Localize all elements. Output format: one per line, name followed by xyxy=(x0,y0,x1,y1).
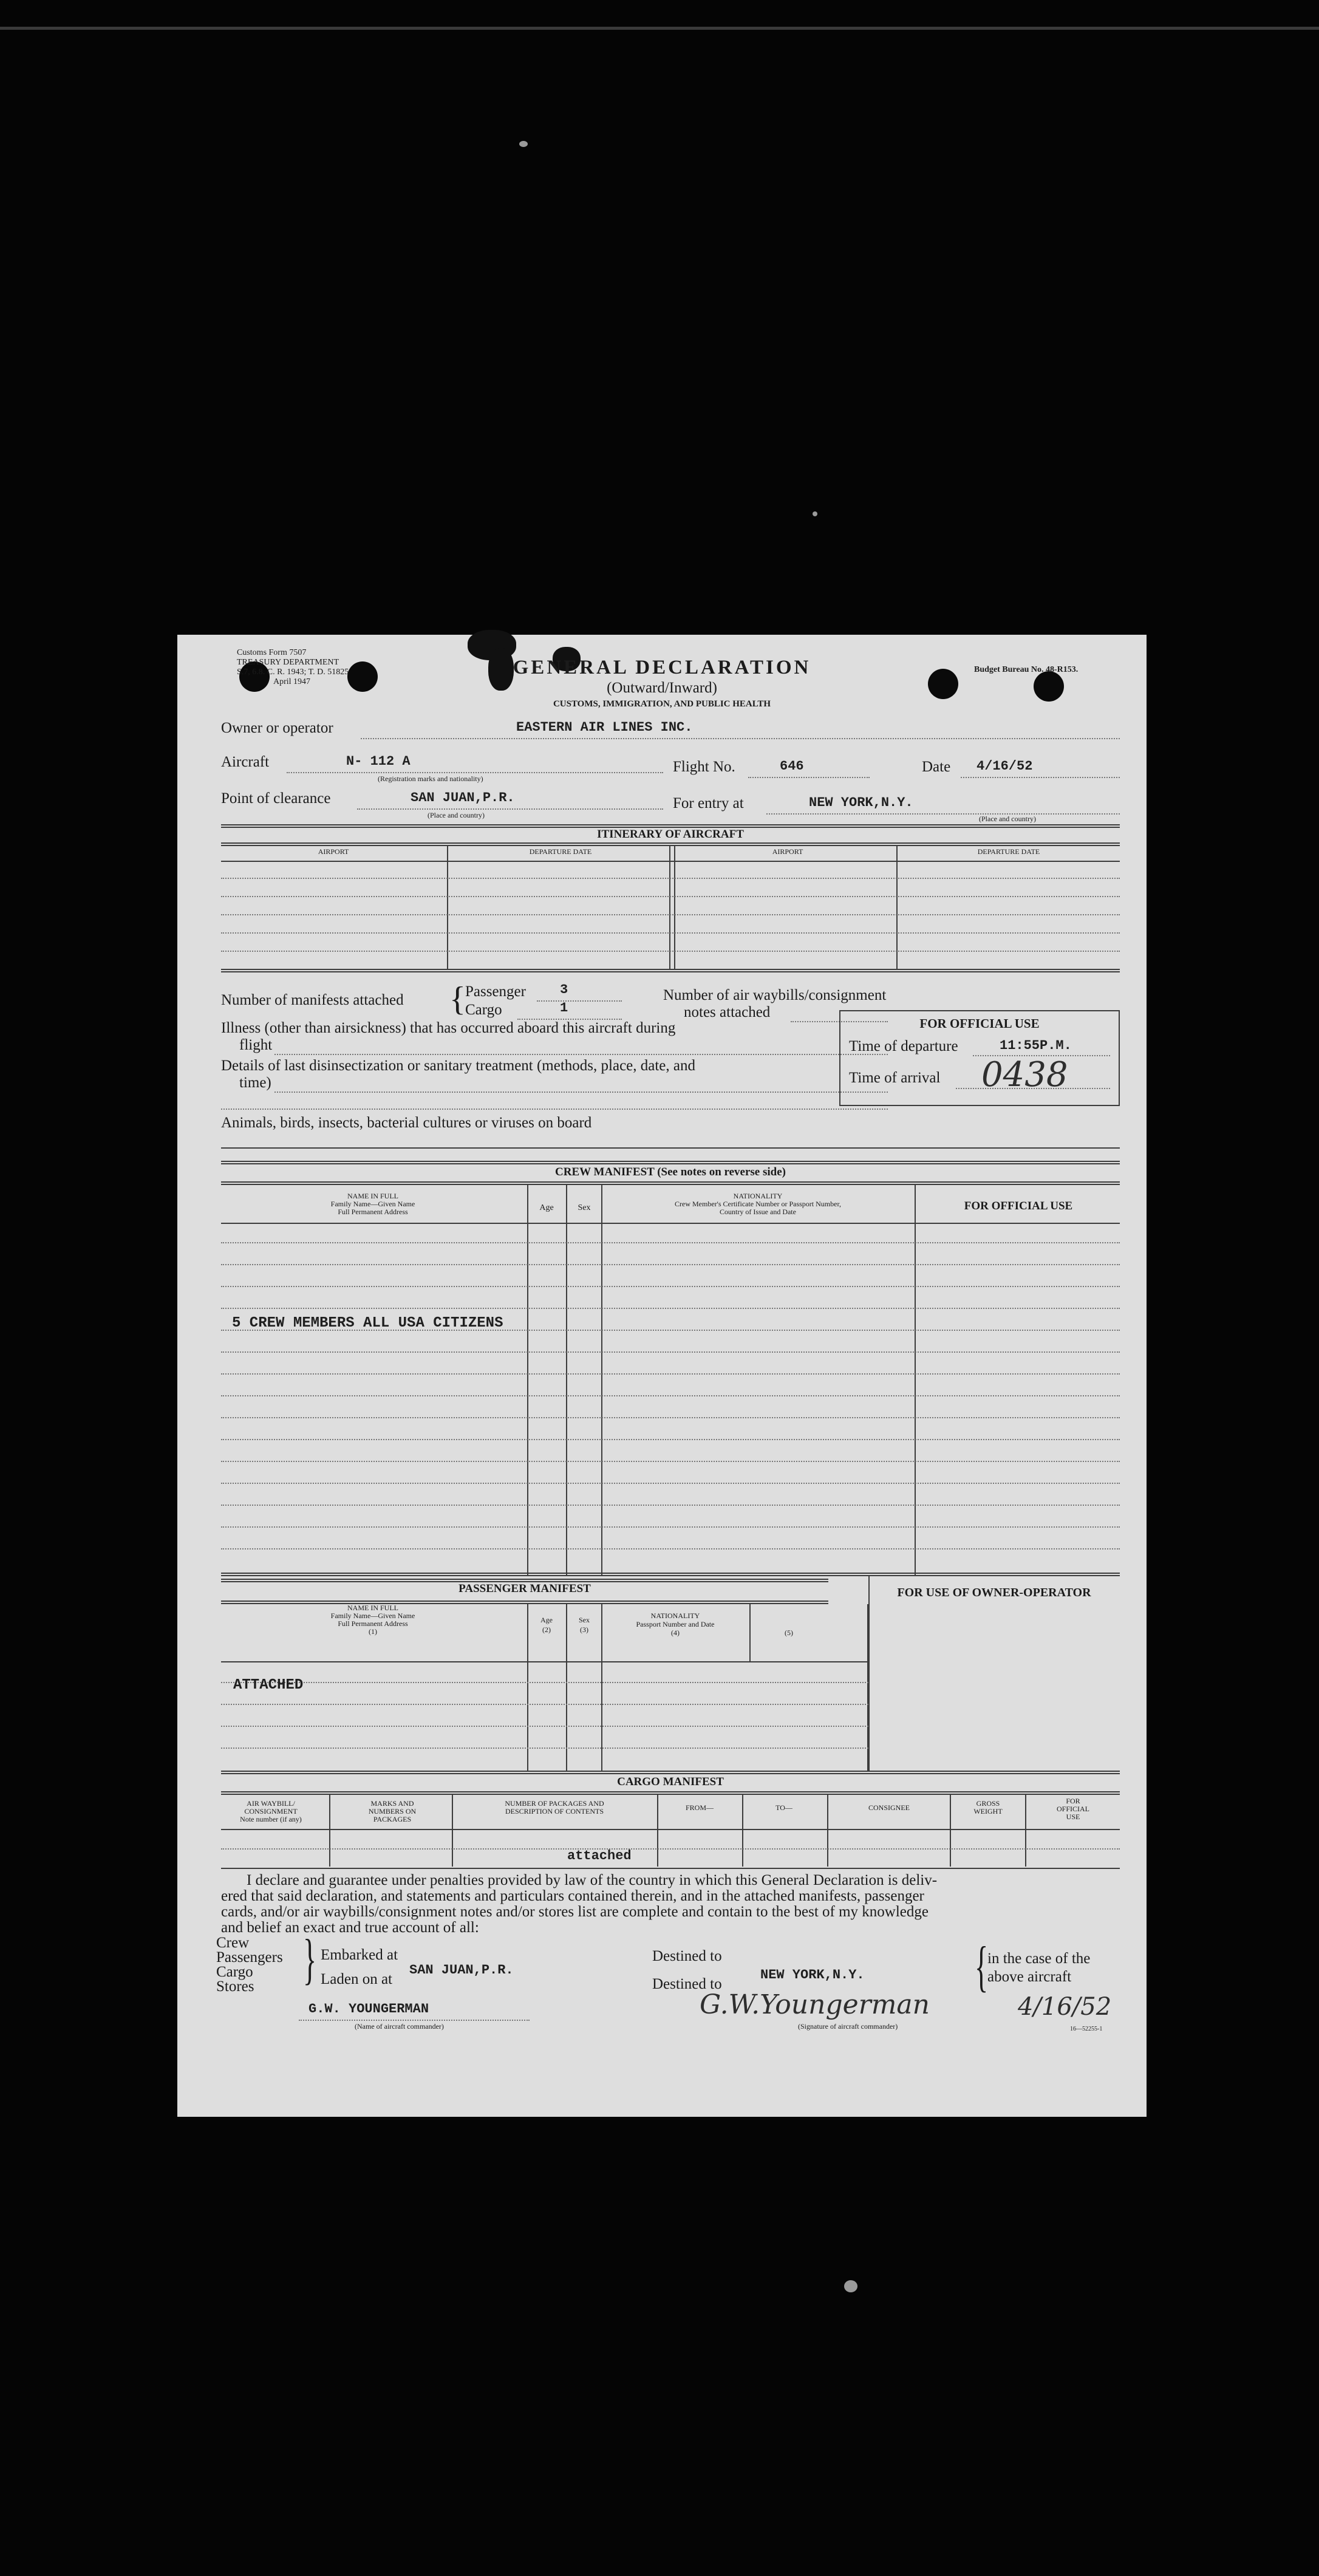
entry-value: NEW YORK,N.Y. xyxy=(809,795,913,810)
manifests-label: Number of manifests attached xyxy=(221,992,404,1008)
row-line xyxy=(221,1439,1120,1440)
form-title: GENERAL DECLARATION xyxy=(513,657,811,678)
row-line xyxy=(221,1682,868,1683)
row-line xyxy=(221,1242,1120,1243)
col-rule xyxy=(867,1604,868,1772)
col-rule xyxy=(749,1604,751,1661)
cargo-col-official: FOR OFFICIAL USE xyxy=(1056,1797,1089,1821)
itinerary-col-airport: AIRPORT xyxy=(772,847,803,856)
row-line xyxy=(221,1286,1120,1287)
fill-line xyxy=(274,1092,888,1093)
embarked-label: Embarked at xyxy=(321,1947,398,1963)
crew-col-nationality: NATIONALITY Crew Member's Certificate Number or Passport Number, Country of Issue and Date xyxy=(675,1192,841,1216)
crew-entry: 5 CREW MEMBERS ALL USA CITIZENS xyxy=(232,1315,503,1331)
waybills-label-2: notes attached xyxy=(684,1004,771,1020)
cargo-col-consignee: CONSIGNEE xyxy=(868,1803,910,1812)
owner-value: EASTERN AIR LINES INC. xyxy=(516,720,693,735)
col-rule xyxy=(827,1795,828,1867)
row-line xyxy=(221,896,1120,897)
passenger-manifest-title: PASSENGER MANIFEST xyxy=(458,1582,591,1595)
row-line xyxy=(221,1748,868,1749)
row-line xyxy=(221,1461,1120,1462)
passenger-col-nationality: NATIONALITY Passport Number and Date (4) xyxy=(636,1611,715,1637)
form-agencies: CUSTOMS, IMMIGRATION, AND PUBLIC HEALTH xyxy=(553,699,771,709)
cargo-manifest-title: CARGO MANIFEST xyxy=(617,1775,724,1788)
itinerary-title: ITINERARY OF AIRCRAFT xyxy=(597,828,744,841)
row-line xyxy=(221,1395,1120,1396)
row-line xyxy=(221,1483,1120,1484)
owner-label: Owner or operator xyxy=(221,720,333,736)
row-line xyxy=(221,1848,1120,1850)
date-value: 4/16/52 xyxy=(976,759,1033,774)
cargo-col-from: FROM— xyxy=(685,1803,714,1812)
col-rule xyxy=(742,1795,743,1867)
case-label: in the case of the xyxy=(987,1950,1091,1967)
print-code: 16—52255-1 xyxy=(1070,2026,1103,2032)
crew-col-name: NAME IN FULL Family Name—Given Name Full Permanent Address xyxy=(330,1192,415,1216)
entry-label: For entry at xyxy=(673,795,744,811)
col-rule xyxy=(657,1795,658,1867)
departure-time: 11:55P.M. xyxy=(1000,1038,1072,1053)
row-line xyxy=(221,1417,1120,1418)
rule xyxy=(221,1181,1120,1185)
passenger-col-sex: Sex (3) xyxy=(579,1616,590,1634)
col-rule xyxy=(566,1604,567,1772)
form-subtitle: (Outward/Inward) xyxy=(607,680,717,696)
cargo-col-to: TO— xyxy=(775,1803,792,1812)
aircraft-note: (Registration marks and nationality) xyxy=(378,774,483,783)
declaration-categories: Crew Passengers Cargo Stores xyxy=(216,1935,283,1995)
clearance-note: (Place and country) xyxy=(428,811,485,819)
commander-note: (Name of aircraft commander) xyxy=(355,2022,444,2031)
row-line xyxy=(221,951,1120,952)
signature-date: 4/16/52 xyxy=(1018,1993,1112,2021)
disinsect-label: Details of last disinsectization or sanitary treatment (methods, place, date, and xyxy=(221,1057,695,1074)
fill-line xyxy=(357,808,663,810)
origin-value: SAN JUAN,P.R. xyxy=(409,1963,514,1978)
col-rule xyxy=(915,1185,916,1575)
departure-label: Time of departure xyxy=(849,1038,958,1054)
scan-speck xyxy=(813,511,817,516)
crew-col-sex: Sex xyxy=(578,1203,591,1212)
rule xyxy=(221,1771,1120,1774)
clearance-label: Point of clearance xyxy=(221,790,331,807)
disinsect-label-2: time) xyxy=(239,1074,271,1091)
scan-speck xyxy=(519,141,528,147)
rule xyxy=(221,969,1120,972)
cargo-count: 1 xyxy=(560,1000,568,1016)
date-label: Date xyxy=(922,759,951,775)
col-rule xyxy=(1025,1795,1026,1867)
row-line xyxy=(221,1526,1120,1528)
rule xyxy=(221,1661,868,1662)
aircraft-label: Aircraft xyxy=(221,754,270,770)
commander-signature: G.W.Youngerman xyxy=(700,1989,930,2020)
row-line xyxy=(221,1308,1120,1309)
budget-number: Budget Bureau No. 48-R153. xyxy=(974,665,1079,674)
rule xyxy=(221,1147,1120,1149)
rule xyxy=(221,1161,1120,1164)
row-line xyxy=(221,1351,1120,1353)
rule xyxy=(221,861,1120,862)
passenger-entry: ATTACHED xyxy=(233,1677,304,1693)
cargo-col-waybill: AIR WAYBILL/ CONSIGNMENT Note number (if any) xyxy=(240,1799,302,1823)
row-line xyxy=(221,1373,1120,1375)
row-line xyxy=(221,1505,1120,1506)
col-rule xyxy=(527,1604,528,1772)
itinerary-col-departure: DEPARTURE DATE xyxy=(529,847,592,856)
entry-note: (Place and country) xyxy=(979,815,1036,823)
rule xyxy=(221,1579,828,1582)
row-line xyxy=(221,1264,1120,1265)
rule xyxy=(221,1868,1120,1869)
passenger-col-5: (5) xyxy=(785,1628,793,1637)
itinerary-col-airport: AIRPORT xyxy=(318,847,349,856)
rule xyxy=(221,842,1120,846)
row-line xyxy=(221,1548,1120,1549)
passenger-count: 3 xyxy=(560,982,568,997)
rule xyxy=(221,1573,1120,1576)
row-line xyxy=(221,1704,868,1705)
cargo-col-packages: NUMBER OF PACKAGES AND DESCRIPTION OF CONTENTS xyxy=(505,1799,604,1816)
crew-col-official: FOR OFFICIAL USE xyxy=(964,1200,1073,1212)
col-rule xyxy=(329,1795,330,1867)
cargo-entry: attached xyxy=(567,1848,632,1864)
fill-line xyxy=(537,1000,622,1002)
destined-label: Destined to xyxy=(652,1948,722,1964)
row-line xyxy=(221,878,1120,879)
declaration-text: I declare and guarantee under penalties provided by law of the country in which this General Declaration is deliv- ered that said declaration, and statements and particulars contained therein, and in the attached manifests, passenger cards, and/or air waybills/consignment notes and/or stores list are complete and contain to the best of my knowledge and belief an exact and true account of all: xyxy=(221,1872,938,1936)
cargo-label: Cargo xyxy=(465,1002,502,1018)
form-reference: Customs Form 7507 TREASURY DEPARTMENT S.7, 6.8. C. R. 1943; T. D. 51825 April 1947 xyxy=(237,648,349,686)
col-rule xyxy=(601,1185,602,1575)
fill-line xyxy=(361,738,1120,739)
rule xyxy=(221,1791,1120,1795)
row-line xyxy=(221,914,1120,915)
clearance-value: SAN JUAN,P.R. xyxy=(411,790,515,805)
arrival-label: Time of arrival xyxy=(849,1070,941,1086)
flight-label: Flight No. xyxy=(673,759,735,775)
crew-col-age: Age xyxy=(539,1203,554,1212)
cargo-col-weight: GROSS WEIGHT xyxy=(973,1799,1003,1816)
row-line xyxy=(221,932,1120,934)
rule xyxy=(221,1223,1120,1224)
col-rule xyxy=(527,1185,528,1575)
brace: { xyxy=(449,980,466,1018)
passenger-col-name: NAME IN FULL Family Name—Given Name Full Permanent Address (1) xyxy=(330,1604,415,1636)
arrival-time: 0438 xyxy=(981,1055,1068,1095)
general-declaration-form xyxy=(177,635,1147,2117)
brace: } xyxy=(303,1928,317,1990)
cargo-col-marks: MARKS AND NUMBERS ON PACKAGES xyxy=(368,1799,417,1823)
passenger-col-age: Age (2) xyxy=(540,1616,553,1634)
fill-line xyxy=(221,1109,888,1110)
destined-label-2: Destined to xyxy=(652,1976,722,1992)
fill-line xyxy=(961,777,1120,778)
flight-value: 646 xyxy=(780,759,804,774)
fill-line xyxy=(748,777,870,778)
illness-label-2: flight xyxy=(239,1037,273,1053)
col-rule xyxy=(601,1604,602,1772)
row-line xyxy=(221,1726,868,1727)
waybills-label: Number of air waybills/consignment xyxy=(663,987,887,1003)
itinerary-col-departure: DEPARTURE DATE xyxy=(977,847,1040,856)
signature-note: (Signature of aircraft commander) xyxy=(798,2022,898,2031)
col-rule xyxy=(950,1795,951,1867)
official-use-title: FOR OFFICIAL USE xyxy=(919,1016,1040,1031)
col-rule xyxy=(868,1575,870,1772)
scanner-border xyxy=(0,27,1319,30)
owner-operator-use: FOR USE OF OWNER-OPERATOR xyxy=(897,1586,1091,1599)
scan-speck xyxy=(844,2280,857,2292)
laden-label: Laden on at xyxy=(321,1971,393,1987)
fill-line xyxy=(766,813,1120,815)
aircraft-value: N- 112 A xyxy=(346,754,411,769)
commander-name: G.W. YOUNGERMAN xyxy=(308,2001,429,2017)
crew-manifest-title: CREW MANIFEST (See notes on reverse side) xyxy=(555,1166,786,1178)
animals-label: Animals, birds, insects, bacterial cultures or viruses on board xyxy=(221,1115,592,1131)
fill-line xyxy=(299,2020,530,2021)
destination-value: NEW YORK,N.Y. xyxy=(760,1967,865,1983)
fill-line xyxy=(274,1054,888,1055)
illness-label: Illness (other than airsickness) that has occurred aboard this aircraft during xyxy=(221,1020,676,1036)
passenger-label: Passenger xyxy=(465,983,526,1000)
col-rule xyxy=(452,1795,453,1867)
fill-line xyxy=(287,772,663,773)
official-use-box xyxy=(839,1010,1120,1106)
col-rule xyxy=(566,1185,567,1575)
brace: { xyxy=(975,1935,989,1997)
case-label-2: above aircraft xyxy=(987,1969,1072,1985)
rule xyxy=(221,1829,1120,1830)
